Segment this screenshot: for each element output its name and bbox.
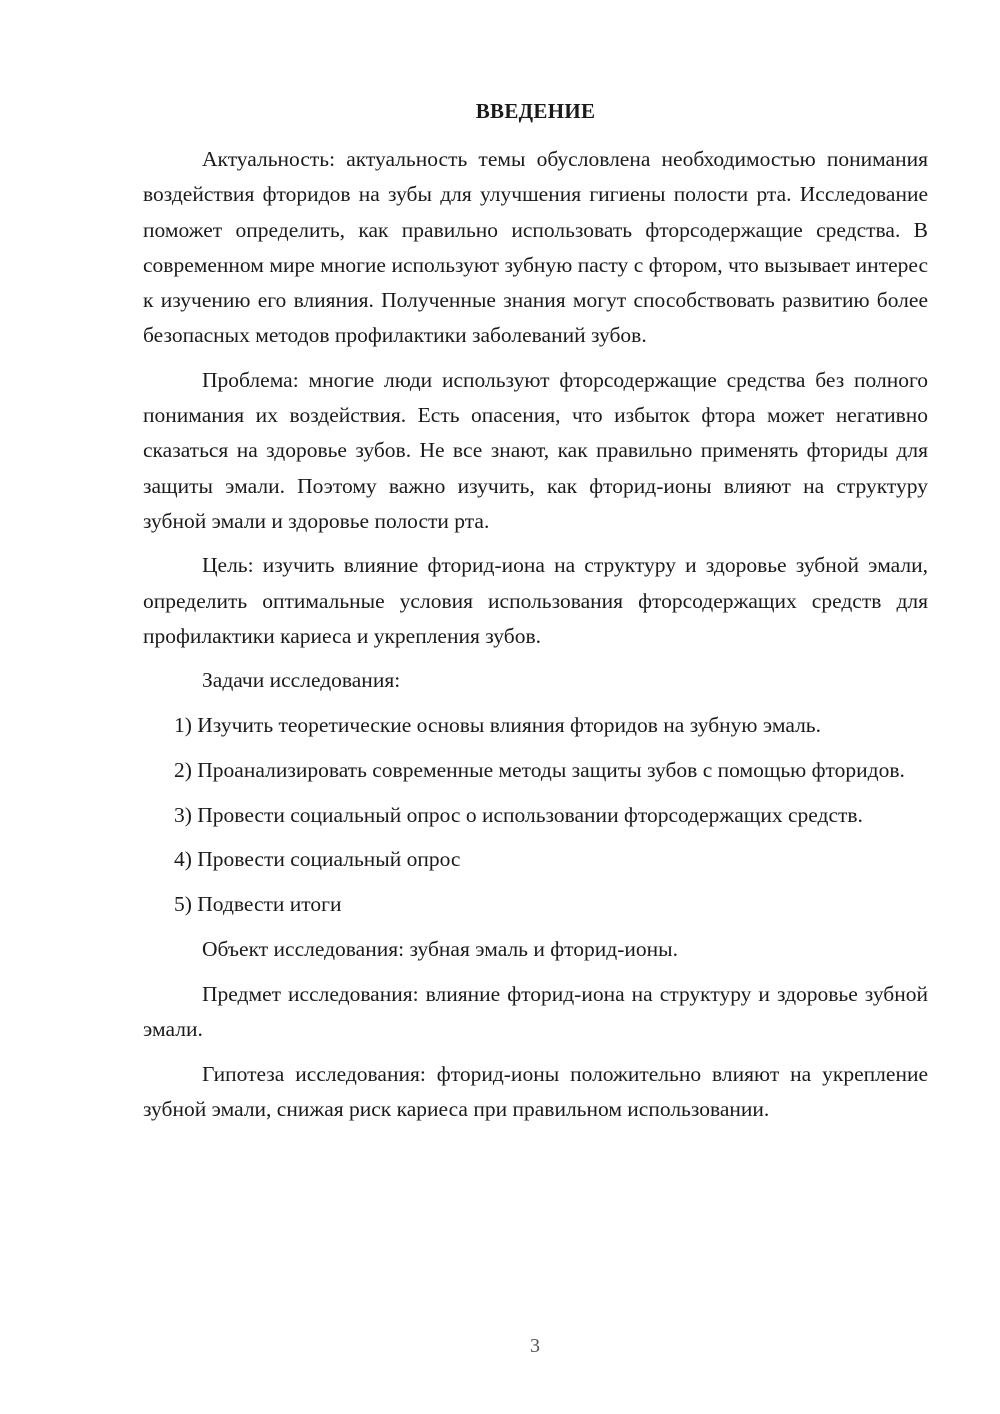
task-item-3: 3) Провести социальный опрос о использовании фторсодержащих средств. xyxy=(174,802,863,827)
task-item-4: 4) Провести социальный опрос xyxy=(174,847,461,872)
paragraph-problem: Проблема: многие люди используют фторсодержащие средства без полного понимания их воздействия. Есть опасения, что избыток фтора может негативно сказаться на здоровье зубов. Не все знают, как правильно применять фториды для защиты эмали. Поэтому важно изучить, как фторид-ионы влияют на структуру зубной эмали и здоровье полости рта. xyxy=(143,367,928,533)
task-item-2: 2) Проанализировать современные методы защиты зубов с помощью фторидов. xyxy=(174,757,905,782)
paragraph-hypothesis: Гипотеза исследования: фторид-ионы положительно влияют на укрепление зубной эмали, снижая риск кариеса при правильном использовании. xyxy=(143,1061,928,1122)
paragraph-relevance: Актуальность: актуальность темы обусловлена необходимостью понимания воздействия фторидов на зубы для улучшения гигиены полости рта. Исследование поможет определить, как правильно использовать фторсодержащие средства. В современном мире многие используют зубную пасту с фтором, что вызывает интерес к изучению его влияния. Полученные знания могут способствовать развитию более безопасных методов профилактики заболеваний зубов. xyxy=(143,147,928,348)
paragraph-object: Объект исследования: зубная эмаль и фторид-ионы. xyxy=(202,936,678,961)
tasks-title: Задачи исследования: xyxy=(202,668,401,693)
task-item-5: 5) Подвести итоги xyxy=(174,892,342,917)
task-item-1: 1) Изучить теоретические основы влияния фторидов на зубную эмаль. xyxy=(174,712,821,737)
paragraph-subject: Предмет исследования: влияние фторид-иона на структуру и здоровье зубной эмали. xyxy=(143,981,928,1042)
paragraph-goal: Цель: изучить влияние фторид-иона на структуру и здоровье зубной эмали, определить оптимальные условия использования фторсодержащих средств для профилактики кариеса и укрепления зубов. xyxy=(143,553,928,648)
page-title: ВВЕДЕНИЕ xyxy=(475,99,596,123)
body-text xyxy=(143,142,928,1127)
page-number: 3 xyxy=(530,1335,540,1357)
